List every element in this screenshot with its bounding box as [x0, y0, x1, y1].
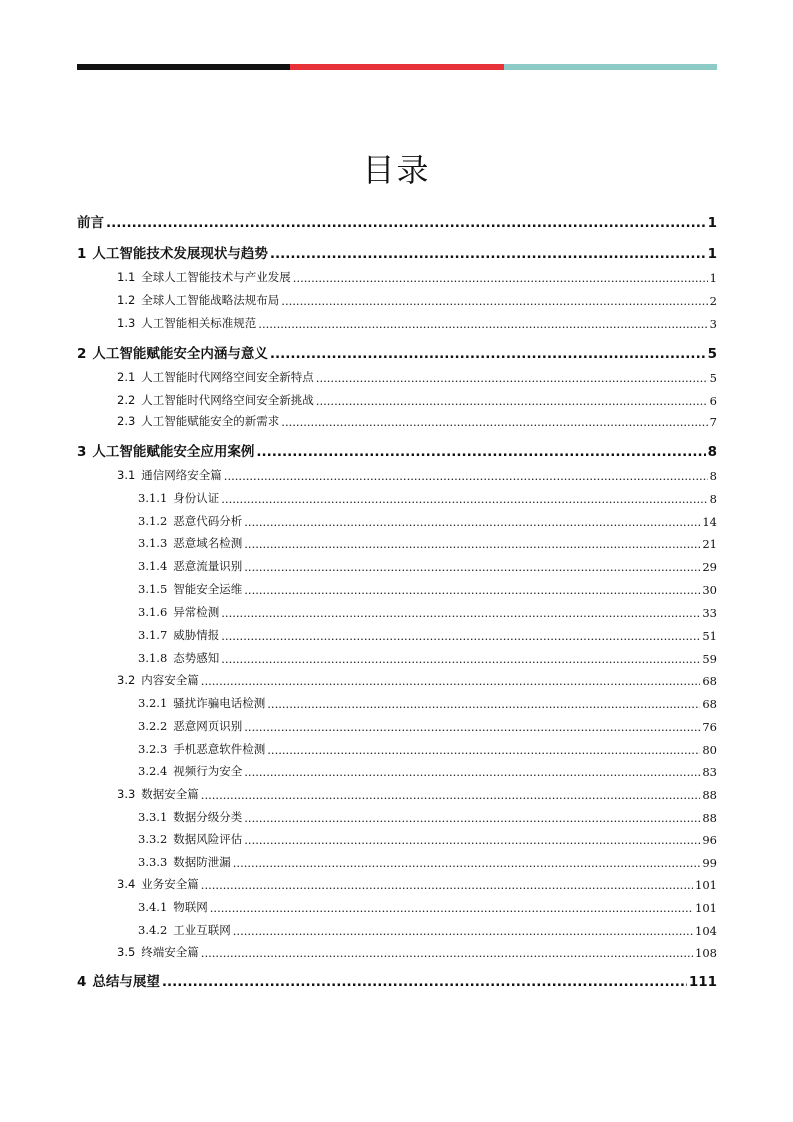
- toc-entry-number: 3.1.5: [138, 582, 168, 596]
- toc-entry-page-number: 104: [695, 924, 717, 938]
- toc-entry[interactable]: [138, 830, 717, 847]
- toc-entry-page-number: 111: [688, 974, 717, 990]
- toc-entry-label: [117, 369, 314, 385]
- toc-entry-label: [138, 490, 219, 506]
- toc-dot-leader: [221, 492, 707, 506]
- toc-entry-title: 内容安全篇: [141, 673, 199, 687]
- toc-entry[interactable]: [117, 785, 717, 802]
- toc-entry-label: [138, 513, 242, 529]
- toc-entry[interactable]: [138, 603, 717, 620]
- toc-entry-title: 全球人工智能技术与产业发展: [141, 270, 291, 284]
- toc-entry-number: 3.1.7: [138, 628, 168, 642]
- toc-dot-leader: [201, 788, 701, 802]
- toc-entry[interactable]: [77, 242, 717, 262]
- toc-dot-leader: [244, 811, 700, 825]
- toc-entry-title: 智能安全运维: [173, 582, 243, 596]
- toc-entry-label: [138, 854, 231, 870]
- toc-entry-number: 3.1.4: [138, 559, 168, 573]
- toc-entry-page-number: 2: [709, 294, 717, 308]
- toc-dot-leader: [270, 246, 706, 262]
- toc-entry-label: [138, 809, 242, 825]
- toc-dot-leader: [281, 415, 707, 429]
- toc-entry-label: [117, 944, 199, 960]
- toc-entry-number: 3.2.2: [138, 719, 168, 733]
- toc-dot-leader: [221, 629, 700, 643]
- toc-entry-number: 2: [77, 346, 87, 362]
- toc-entry[interactable]: [138, 534, 717, 551]
- toc-entry-title: 恶意流量识别: [173, 559, 243, 573]
- toc-entry[interactable]: [138, 898, 717, 915]
- toc-entry-label: [117, 413, 279, 429]
- toc-entry[interactable]: [138, 808, 717, 825]
- toc-entry-page-number: 68: [702, 674, 717, 688]
- toc-entry-number: 1: [77, 246, 87, 262]
- toc-entry-label: [138, 558, 242, 574]
- toc-entry-page-number: 80: [702, 743, 717, 757]
- toc-dot-leader: [221, 652, 700, 666]
- toc-entry-label: [77, 242, 268, 262]
- toc-entry[interactable]: [117, 412, 717, 429]
- toc-dot-leader: [293, 271, 708, 285]
- page-title: 目录: [362, 151, 431, 189]
- toc-entry-label: [138, 535, 242, 551]
- toc-entry-number: 3.3.2: [138, 832, 168, 846]
- toc-dot-leader: [244, 583, 700, 597]
- toc-entry-number: 3.2: [117, 673, 136, 687]
- toc-entry-number: 1.2: [117, 293, 136, 307]
- toc-entry-number: 2.2: [117, 393, 136, 407]
- toc-entry-number: 3.3.1: [138, 810, 168, 824]
- toc-dot-leader: [233, 924, 693, 938]
- toc-entry-number: 2.1: [117, 370, 136, 384]
- toc-entry-label: [138, 604, 219, 620]
- toc-entry-number: 4: [77, 974, 87, 990]
- toc-entry-page-number: 5: [709, 371, 717, 385]
- toc-entry-title: 态势感知: [173, 651, 220, 665]
- toc-entry-title: 视频行为安全: [173, 764, 243, 778]
- toc-entry-page-number: 29: [702, 560, 717, 574]
- toc-entry[interactable]: [138, 557, 717, 574]
- toc-dot-leader: [244, 765, 700, 779]
- toc-entry-page-number: 99: [702, 856, 717, 870]
- toc-entry-label: [138, 899, 208, 915]
- toc-dot-leader: [281, 294, 707, 308]
- toc-entry[interactable]: [117, 671, 717, 688]
- toc-entry[interactable]: [117, 268, 717, 285]
- toc-entry-label: [138, 922, 231, 938]
- toc-entry[interactable]: [138, 853, 717, 870]
- toc-dot-leader: [244, 515, 700, 529]
- toc-entry-title: 人工智能赋能安全内涵与意义: [92, 346, 268, 362]
- toc-dot-leader: [258, 317, 707, 331]
- toc-entry-title: 恶意代码分析: [173, 514, 243, 528]
- toc-entry[interactable]: [117, 291, 717, 308]
- toc-entry-number: 3.4.1: [138, 900, 168, 914]
- toc-entry-page-number: 8: [709, 469, 717, 483]
- toc-entry-number: 3.1: [117, 468, 136, 482]
- toc-entry-title: 前言: [77, 215, 104, 231]
- toc-dot-leader: [267, 743, 700, 757]
- toc-entry-label: [117, 315, 256, 331]
- toc-dot-leader: [106, 215, 706, 231]
- toc-entry-title: 人工智能相关标准规范: [141, 316, 257, 330]
- toc-dot-leader: [270, 346, 706, 362]
- toc-entry-label: [117, 292, 279, 308]
- toc-entry-label: [138, 718, 242, 734]
- toc-entry-page-number: 7: [709, 415, 717, 429]
- toc-dot-leader: [201, 946, 693, 960]
- toc-entry-page-number: 6: [709, 394, 717, 408]
- toc-entry-title: 恶意域名检测: [173, 536, 243, 550]
- toc-entry-number: 3.3: [117, 787, 136, 801]
- toc-entry-label: [138, 650, 219, 666]
- toc-entry-number: 3.1.3: [138, 536, 168, 550]
- toc-entry-number: 3.1.8: [138, 651, 168, 665]
- toc-entry-number: 3.1.6: [138, 605, 168, 619]
- toc-entry-label: [138, 627, 219, 643]
- toc-entry[interactable]: [138, 512, 717, 529]
- toc-entry-number: 3.2.1: [138, 696, 168, 710]
- toc-entry[interactable]: [117, 466, 717, 483]
- toc-entry-label: [117, 392, 314, 408]
- toc-entry[interactable]: [138, 694, 717, 711]
- toc-dot-leader: [244, 720, 700, 734]
- toc-dot-leader: [244, 537, 700, 551]
- toc-entry-page-number: 88: [702, 788, 717, 802]
- toc-entry-title: 数据风险评估: [173, 832, 243, 846]
- toc-entry-page-number: 101: [695, 901, 717, 915]
- toc-entry[interactable]: [138, 921, 717, 938]
- toc-entry-title: 手机恶意软件检测: [173, 742, 266, 756]
- toc-entry-label: [117, 269, 291, 285]
- toc-entry[interactable]: [77, 970, 717, 990]
- toc-entry[interactable]: [117, 314, 717, 331]
- toc-entry-label: [138, 695, 265, 711]
- toc-dot-leader: [316, 371, 708, 385]
- toc-entry-number: 1.1: [117, 270, 136, 284]
- toc-entry-page-number: 8: [707, 444, 717, 460]
- header-bar-black-segment: [77, 64, 290, 70]
- toc-entry[interactable]: [77, 211, 717, 231]
- toc-entry-title: 通信网络安全篇: [141, 468, 222, 482]
- toc-entry-page-number: 76: [702, 720, 717, 734]
- toc-entry-number: 3.1.2: [138, 514, 168, 528]
- toc-entry-page-number: 21: [702, 537, 717, 551]
- toc-entry-number: 3: [77, 444, 87, 460]
- toc-entry-page-number: 108: [695, 946, 717, 960]
- toc-entry-number: 3.2.3: [138, 742, 168, 756]
- toc-dot-leader: [316, 394, 708, 408]
- toc-entry-label: [77, 440, 254, 460]
- toc-entry[interactable]: [117, 391, 717, 408]
- header-bar-red-segment: [290, 64, 503, 70]
- header-bar-teal-segment: [504, 64, 717, 70]
- toc-entry-page-number: 96: [702, 833, 717, 847]
- toc-entry-title: 异常检测: [173, 605, 220, 619]
- toc-entry-title: 人工智能赋能安全的新需求: [141, 414, 280, 428]
- toc-entry-label: [117, 876, 199, 892]
- toc-entry-page-number: 1: [707, 246, 717, 262]
- toc-entry-title: 身份认证: [173, 491, 220, 505]
- toc-entry-page-number: 30: [702, 583, 717, 597]
- toc-entry-page-number: 51: [702, 629, 717, 643]
- toc-entry-page-number: 59: [702, 652, 717, 666]
- toc-entry-number: 3.4: [117, 877, 136, 891]
- toc-entry-title: 总结与展望: [92, 974, 160, 990]
- toc-entry-page-number: 3: [709, 317, 717, 331]
- toc-entry[interactable]: [77, 440, 717, 460]
- toc-dot-leader: [201, 878, 693, 892]
- toc-entry-label: [117, 467, 222, 483]
- header-color-bar: [77, 64, 717, 70]
- toc-entry-label: [117, 786, 199, 802]
- toc-entry-label: [77, 970, 160, 990]
- toc-entry-page-number: 1: [707, 215, 717, 231]
- toc-dot-leader: [244, 833, 700, 847]
- toc-entry-title: 数据安全篇: [141, 787, 199, 801]
- toc-entry-title: 人工智能技术发展现状与趋势: [92, 246, 268, 262]
- toc-entry-title: 人工智能时代网络空间安全新特点: [141, 370, 314, 384]
- toc-entry-number: 3.2.4: [138, 764, 168, 778]
- toc-entry[interactable]: [117, 368, 717, 385]
- toc-entry-title: 工业互联网: [173, 923, 231, 937]
- toc-entry-title: 人工智能赋能安全应用案例: [92, 444, 255, 460]
- toc-entry[interactable]: [138, 740, 717, 757]
- toc-dot-leader: [233, 856, 701, 870]
- toc-dot-leader: [210, 901, 693, 915]
- toc-entry-page-number: 33: [702, 606, 717, 620]
- toc-entry-page-number: 14: [702, 515, 717, 529]
- toc-dot-leader: [201, 674, 701, 688]
- toc-entry-page-number: 101: [695, 878, 717, 892]
- toc-entry[interactable]: [117, 875, 717, 892]
- toc-dot-leader: [256, 444, 705, 460]
- toc-entry-page-number: 8: [709, 492, 717, 506]
- toc-entry-number: 3.3.3: [138, 855, 168, 869]
- toc-entry-label: [77, 342, 268, 362]
- toc-entry-page-number: 5: [707, 346, 717, 362]
- toc-dot-leader: [221, 606, 700, 620]
- toc-entry-number: 1.3: [117, 316, 136, 330]
- toc-entry-number: 3.4.2: [138, 923, 168, 937]
- toc-entry[interactable]: [138, 649, 717, 666]
- toc-entry-title: 终端安全篇: [141, 945, 199, 959]
- toc-entry-title: 数据防泄漏: [173, 855, 231, 869]
- toc-entry-page-number: 68: [702, 697, 717, 711]
- toc-entry-label: [138, 581, 242, 597]
- toc-dot-leader: [267, 697, 700, 711]
- toc-entry-title: 物联网: [173, 900, 208, 914]
- toc-entry-title: 全球人工智能战略法规布局: [141, 293, 280, 307]
- toc-entry-page-number: 1: [709, 271, 717, 285]
- toc-entry-number: 3.5: [117, 945, 136, 959]
- toc-entry-title: 业务安全篇: [141, 877, 199, 891]
- toc-entry[interactable]: [138, 489, 717, 506]
- toc-entry[interactable]: [117, 943, 717, 960]
- toc-entry-label: [138, 763, 242, 779]
- toc-entry-title: 人工智能时代网络空间安全新挑战: [141, 393, 314, 407]
- toc-entry-page-number: 88: [702, 811, 717, 825]
- toc-entry-label: [117, 672, 199, 688]
- toc-entry-number: 2.3: [117, 414, 136, 428]
- toc-entry-label: [138, 831, 242, 847]
- toc-entry-page-number: 83: [702, 765, 717, 779]
- toc-entry-title: 恶意网页识别: [173, 719, 243, 733]
- toc-entry-title: 骚扰诈骗电话检测: [173, 696, 266, 710]
- toc-entry[interactable]: [138, 626, 717, 643]
- toc-dot-leader: [162, 974, 687, 990]
- toc-entry-label: [138, 741, 265, 757]
- toc-entry-label: [77, 211, 104, 231]
- toc-entry-number: 3.1.1: [138, 491, 168, 505]
- toc-dot-leader: [224, 469, 708, 483]
- toc-entry[interactable]: [138, 717, 717, 734]
- toc-entry-title: 数据分级分类: [173, 810, 243, 824]
- toc-entry[interactable]: [138, 580, 717, 597]
- toc-entry[interactable]: [77, 342, 717, 362]
- toc-entry-title: 威胁情报: [173, 628, 220, 642]
- toc-entry[interactable]: [138, 762, 717, 779]
- toc-dot-leader: [244, 560, 700, 574]
